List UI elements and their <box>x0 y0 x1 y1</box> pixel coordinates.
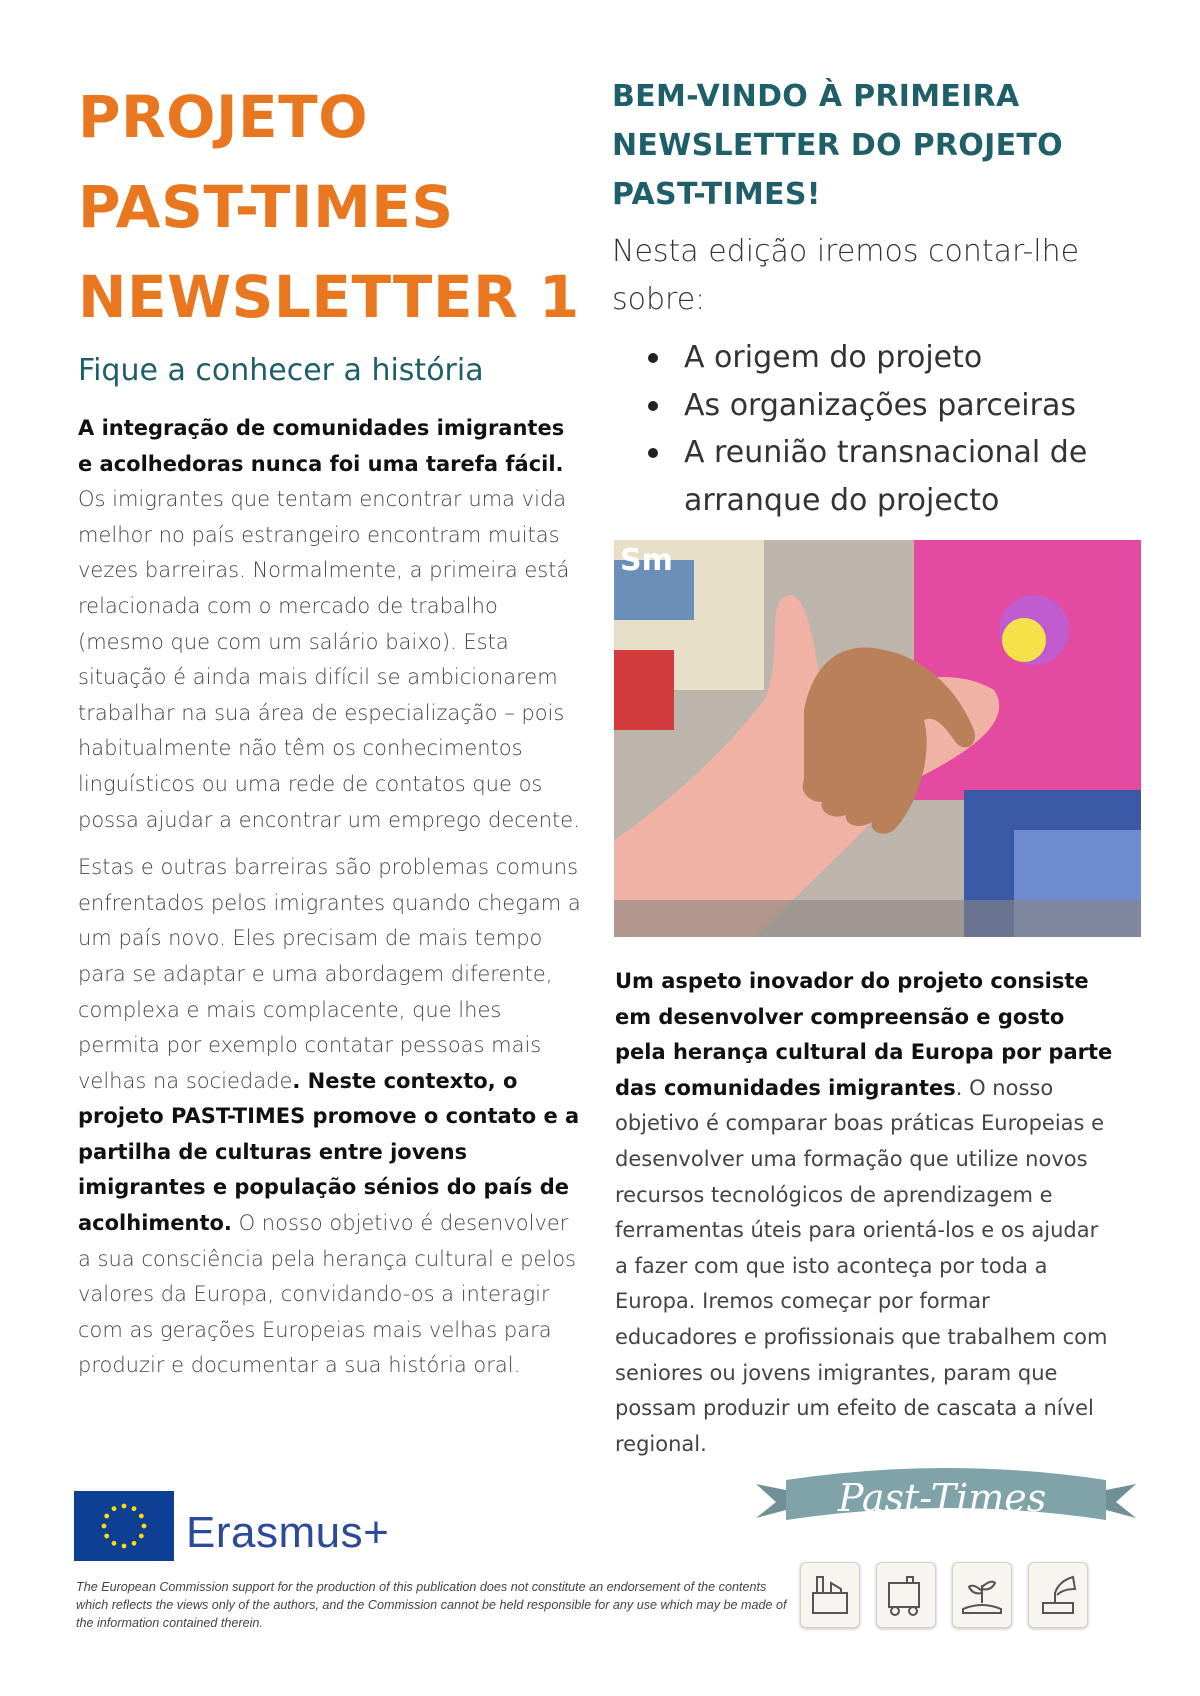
topic-item: A origem do projeto <box>612 334 1132 382</box>
welcome-line-2: NEWSLETTER DO PROJETO <box>612 128 1063 163</box>
eu-flag-logo <box>74 1491 174 1561</box>
shirt-print-text: Sm <box>620 543 673 578</box>
right-p-bold: Um aspeto inovador do projeto consiste em desenvolver compreensão e gosto pela herança cultural da Europa por parte das comunidades imigrantes <box>615 969 1113 1100</box>
topic-item: As organizações parceiras <box>612 382 1132 430</box>
intro-text: Nesta edição iremos contar-lhe sobre: <box>612 234 1080 317</box>
title-line-3: NEWSLETTER 1 <box>78 263 580 331</box>
train-icon <box>876 1562 936 1628</box>
left-p2-bold: . Neste contexto, o projeto PAST-TIMES promove o contato e a partilha de culturas entre jovens imigrantes e população sénios do país de acolhimento. <box>78 1068 580 1236</box>
eu-stars-icon <box>74 1491 174 1561</box>
left-p2-end: O nosso objetivo é desenvolver a sua consciência pela herança cultural e pelos valores da Europa, convidando-os a interagir com as gerações Europeias mais velhas para produzir e documentar a sua história oral. <box>78 1211 576 1378</box>
welcome-heading <box>612 72 1132 219</box>
welcome-line-1: BEM-VINDO À PRIMEIRA <box>612 79 1020 114</box>
left-paragraph-1 <box>78 411 583 838</box>
right-article <box>615 964 1115 1462</box>
welcome-line-3: PAST-TIMES! <box>612 177 821 212</box>
title-line-2: PAST-TIMES <box>78 173 454 241</box>
gramophone-icon <box>1028 1562 1088 1628</box>
eu-disclaimer: The European Commission support for the production of this publication does not constitute an endorsement of the contents which reflects the views only of the authors, and the Commission cannot be held responsible for any use which may be made of the information contained therein. <box>76 1580 787 1630</box>
left-p2-start: Estas e outras barreiras são problemas comuns enfrentados pelos imigrantes quando chegam a um país novo. Eles precisam de mais tempo para se adaptar e uma abordagem diferente, complexa e mais complacente, que lhes permita por exemplo contatar pessoas mais velhas na sociedade <box>78 855 581 1093</box>
right-paragraph <box>615 964 1115 1462</box>
topics-list <box>612 334 1132 524</box>
title-line-1: PROJETO <box>78 83 369 151</box>
topic-item: A reunião transnacional de arranque do projecto <box>612 429 1132 524</box>
right-p-text: . O nosso objetivo é comparar boas práticas Europeias e desenvolver uma formação que utilize novos recursos tecnológicos de aprendizagem e ferramentas úteis para orientá-los e os ajudar a fazer com que isto aconteça por toda a Europa. Iremos começar por formar educadores e profissionais que trabalhem com seniores ou jovens imigrantes, param que possam produzir um efeito de cascata a nível regional. <box>615 1075 1108 1456</box>
past-times-logo-text: Past-Times <box>838 1476 1047 1520</box>
plant-hand-icon <box>952 1562 1012 1628</box>
left-p1-bold: A integração de comunidades imigrantes e acolhedoras nunca foi uma tarefa fácil. <box>78 416 565 476</box>
left-article <box>78 411 583 1396</box>
left-paragraph-2 <box>78 850 583 1384</box>
newsletter-title <box>78 72 598 342</box>
hands-photo <box>614 540 1141 937</box>
hands-illustration <box>614 540 1141 937</box>
erasmus-plus-logo: Erasmus+ <box>186 1508 390 1557</box>
factory-icon <box>800 1562 860 1628</box>
section-subtitle: Fique a conhecer a história <box>78 353 484 388</box>
left-p1-text: Os imigrantes que tentam encontrar uma vida melhor no país estrangeiro encontram muitas vezes barreiras. Normalmente, a primeira está relacionada com o mercado de trabalho (mesmo que com um salário baixo). Esta situação é ainda mais difícil se ambicionarem trabalhar na sua área de especialização – pois habitualmente não têm os conhecimentos linguísticos ou uma rede de contatos que os possa ajudar a encontrar um emprego decente. <box>78 487 580 832</box>
